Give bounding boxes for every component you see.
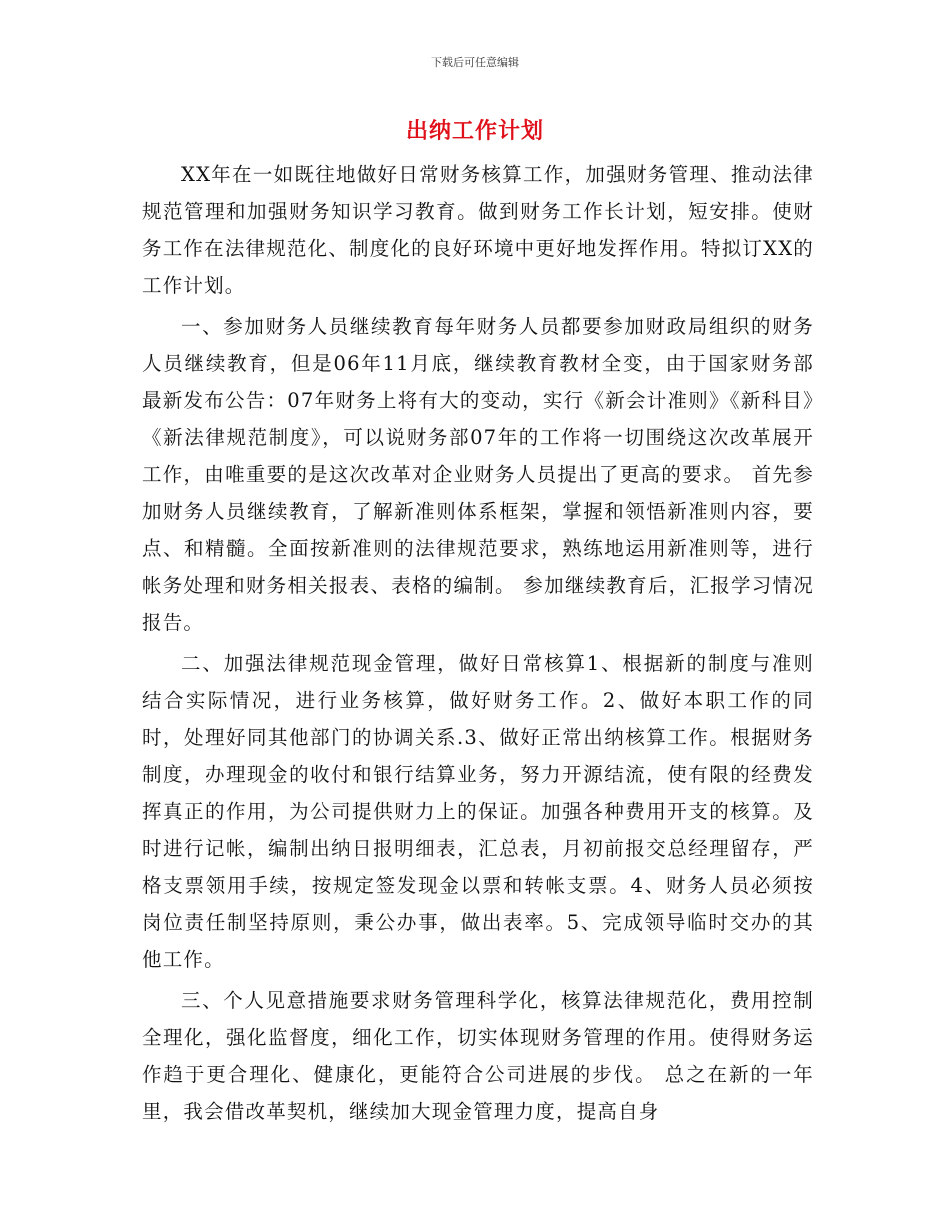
paragraph-section-2: 二、加强法律规范现金管理，做好日常核算1、根据新的制度与准则结合实际情况，进行业务核算，做好财务工作。2、做好本职工作的同时，处理好同其他部门的协调关系.3、做好正常出纳核算工作。根据财务制度，办理现金的收付和银行结算业务，努力开源结流，使有限的经费发挥真正的作用，为公司提供财力上的保证。加强各种费用开支的核算。及时进行记帐，编制出纳日报明细表，汇总表，月初前报交总经理留存，严格支票领用手续，按规定签发现金以票和转帐支票。4、财务人员必须按岗位责任制坚持原则，秉公办事，做出表率。5、完成领导临时交办的其他工作。 (142, 652, 814, 971)
document-title: 出纳工作计划 (405, 119, 544, 144)
header-note: 下载后可任意编辑 (431, 56, 519, 69)
paragraph-section-3: 三、个人见意措施要求财务管理科学化，核算法律规范化，费用控制全理化，强化监督度，细化工作，切实体现财务管理的作用。使得财务运作趋于更合理化、健康化，更能符合公司进展的步伐。 总之在新的一年里，我会借改革契机，继续加大现金管理力度，提高自身 (142, 989, 814, 1123)
paragraph-intro: XX年在一如既往地做好日常财务核算工作，加强财务管理、推动法律规范管理和加强财务知识学习教育。做到财务工作长计划，短安排。使财务工作在法律规范化、制度化的良好环境中更好地发挥作用。特拟订XX的工作计划。 (142, 163, 814, 297)
document-body (142, 156, 814, 1130)
paragraph-section-1: 一、参加财务人员继续教育每年财务人员都要参加财政局组织的财务人员继续教育，但是06年11月底，继续教育教材全变，由于国家财务部最新发布公告：07年财务上将有大的变动，实行《新会计准则》《新科目》《新法律规范制度》，可以说财务部07年的工作将一切围绕这次改革展开工作，由唯重要的是这次改革对企业财务人员提出了更高的要求。 首先参加财务人员继续教育，了解新准则体系框架，掌握和领悟新准则内容，要点、和精髓。全面按新准则的法律规范要求，熟练地运用新准则等，进行帐务处理和财务相关报表、表格的编制。 参加继续教育后，汇报学习情况报告。 (142, 315, 814, 634)
